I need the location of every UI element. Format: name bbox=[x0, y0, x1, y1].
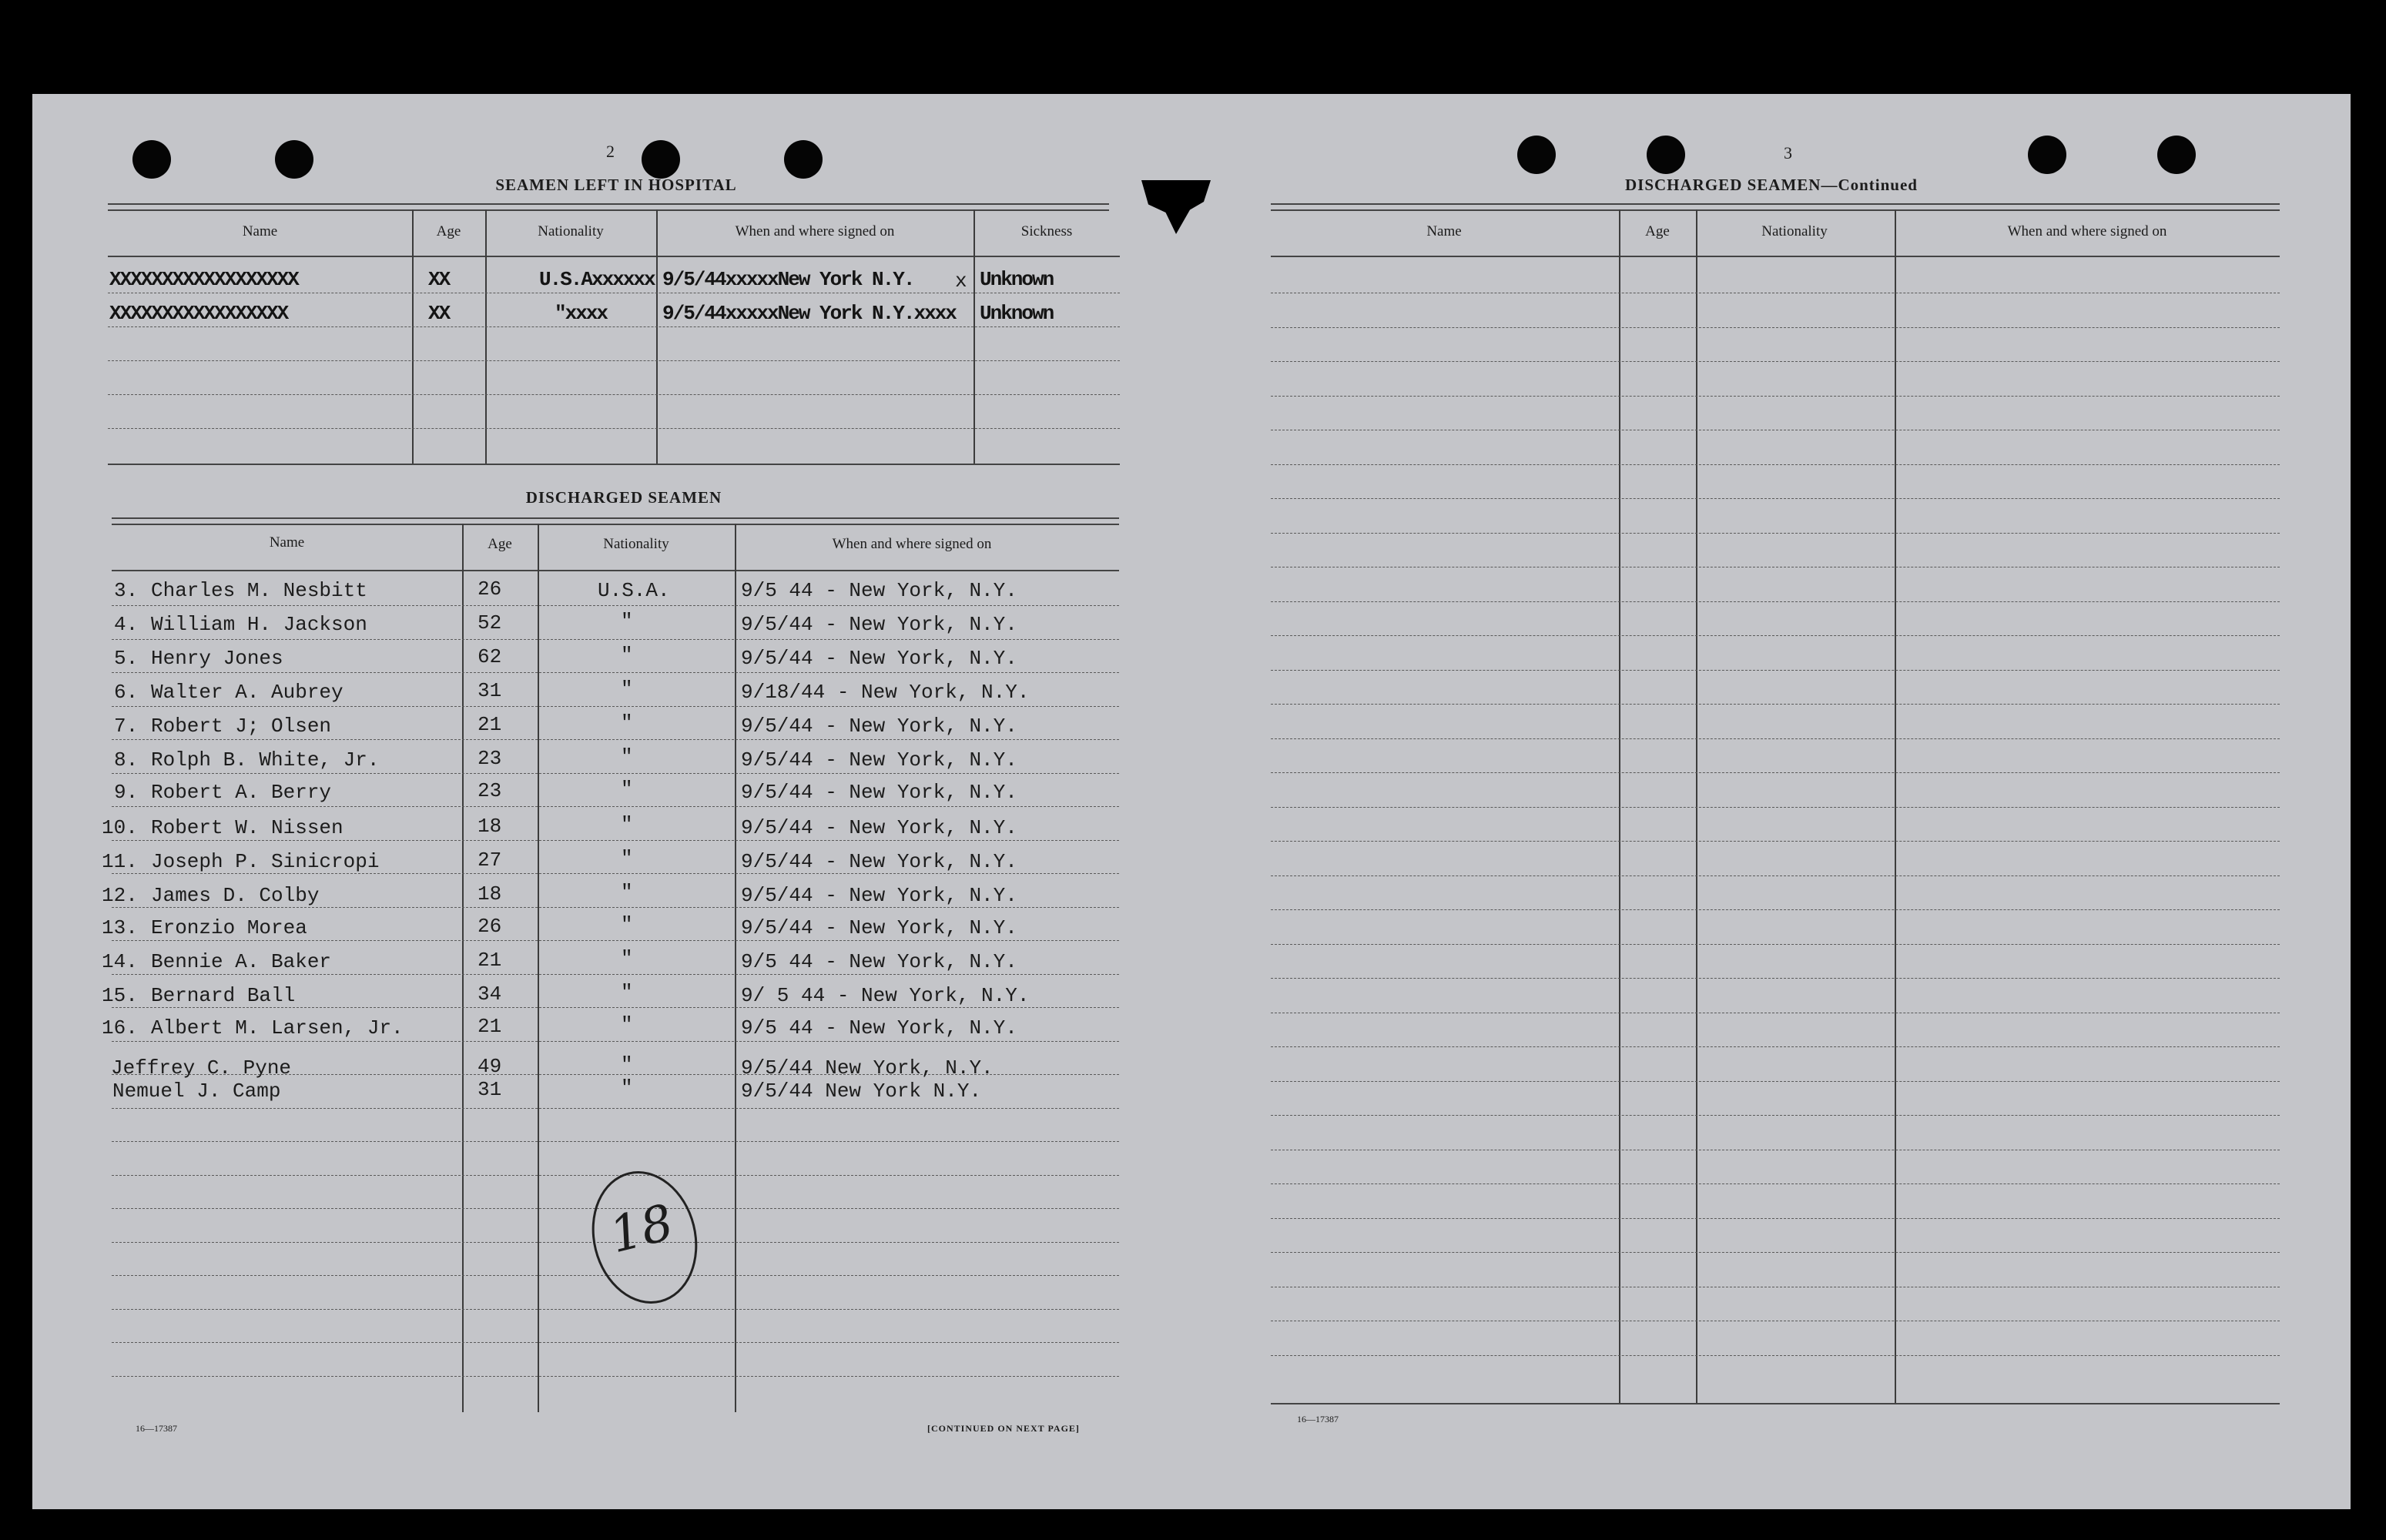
ruled-line bbox=[112, 1342, 1119, 1343]
seaman-name: Joseph P. Sinicropi bbox=[151, 850, 380, 873]
seaman-age: 27 bbox=[478, 849, 502, 872]
seaman-name: Bennie A. Baker bbox=[151, 950, 332, 973]
ruled-line bbox=[112, 639, 1119, 640]
ledger-sheet bbox=[32, 94, 2351, 1509]
seaman-age: 34 bbox=[478, 983, 502, 1006]
seaman-age: 21 bbox=[478, 713, 502, 736]
right-col-nationality: Nationality bbox=[1761, 223, 1828, 239]
seaman-name: Nemuel J. Camp bbox=[112, 1080, 281, 1103]
hospital-row-age: XX bbox=[428, 302, 450, 325]
seaman-nationality: " bbox=[621, 947, 633, 970]
row-number: 8. bbox=[114, 748, 139, 772]
punch-hole bbox=[132, 140, 171, 179]
ruled-line bbox=[112, 672, 1119, 673]
torn-edge bbox=[1141, 180, 1211, 234]
seaman-name: Robert J; Olsen bbox=[151, 715, 332, 738]
right-col-signed: When and where signed on bbox=[2007, 223, 2167, 239]
seaman-nationality: U.S.A. bbox=[598, 579, 670, 602]
seaman-age: 21 bbox=[478, 1015, 502, 1038]
ruled-line bbox=[112, 806, 1119, 807]
row-number: 3. bbox=[114, 579, 139, 602]
ruled-line bbox=[1271, 807, 2280, 808]
seaman-name: Henry Jones bbox=[151, 647, 283, 670]
ruled-line bbox=[1271, 327, 2280, 328]
seaman-age: 21 bbox=[478, 949, 502, 972]
seaman-age: 62 bbox=[478, 645, 502, 668]
hospital-row-sickness: Unknown bbox=[980, 302, 1054, 325]
ruled-line bbox=[112, 605, 1119, 606]
seaman-age: 26 bbox=[478, 915, 502, 938]
ruled-line bbox=[112, 1141, 1119, 1142]
ruled-line bbox=[112, 773, 1119, 774]
seaman-nationality: " bbox=[621, 1013, 633, 1036]
ruled-line bbox=[112, 1376, 1119, 1377]
hospital-col-name: Name bbox=[242, 223, 278, 239]
right-section-title: DISCHARGED SEAMEN—Continued bbox=[1625, 176, 1918, 194]
continued-note: [CONTINUED ON NEXT PAGE] bbox=[927, 1423, 1080, 1434]
ruled-line bbox=[1271, 772, 2280, 773]
punch-hole bbox=[642, 140, 680, 179]
ruled-line bbox=[112, 1175, 1119, 1176]
row-number: 15. bbox=[102, 984, 138, 1007]
punch-hole bbox=[1517, 136, 1556, 174]
ruled-line bbox=[1271, 464, 2280, 465]
hospital-col-nationality: Nationality bbox=[538, 223, 604, 239]
ruled-line bbox=[1271, 944, 2280, 945]
circled-number-text: 18 bbox=[604, 1194, 679, 1265]
seaman-signed-on: 9/5/44 - New York, N.Y. bbox=[741, 850, 1017, 873]
seaman-signed-on: 9/5/44 New York, N.Y. bbox=[741, 1056, 994, 1080]
row-number: 16. bbox=[102, 1016, 138, 1040]
row-number: 6. bbox=[114, 681, 139, 704]
punch-hole bbox=[784, 140, 823, 179]
seaman-name: James D. Colby bbox=[151, 884, 320, 907]
seaman-name: Robert W. Nissen bbox=[151, 816, 343, 839]
punch-hole bbox=[1647, 136, 1685, 174]
seaman-nationality: " bbox=[621, 610, 633, 633]
ruled-line bbox=[112, 840, 1119, 841]
seaman-name: Robert A. Berry bbox=[151, 781, 332, 804]
seaman-nationality: " bbox=[621, 778, 633, 801]
punch-hole bbox=[2157, 136, 2196, 174]
seaman-age: 31 bbox=[478, 1078, 502, 1101]
row-number: 12. bbox=[102, 884, 138, 907]
seaman-name: William H. Jackson bbox=[151, 613, 367, 636]
hospital-section-title: SEAMEN LEFT IN HOSPITAL bbox=[495, 176, 737, 194]
ruled-line bbox=[1271, 498, 2280, 499]
hospital-row-sickness: Unknown bbox=[980, 268, 1054, 291]
seaman-name: Rolph B. White, Jr. bbox=[151, 748, 380, 772]
right-col-age: Age bbox=[1645, 223, 1670, 239]
row-number: 4. bbox=[114, 613, 139, 636]
ruled-line bbox=[1271, 601, 2280, 602]
ruled-line bbox=[1271, 396, 2280, 397]
seaman-signed-on: 9/18/44 - New York, N.Y. bbox=[741, 681, 1030, 704]
hospital-col-sickness: Sickness bbox=[1020, 223, 1073, 239]
seaman-signed-on: 9/ 5 44 - New York, N.Y. bbox=[741, 984, 1030, 1007]
hospital-row-nationality: "xxxx bbox=[555, 302, 608, 325]
row-number: 10. bbox=[102, 816, 138, 839]
ruled-line bbox=[1271, 875, 2280, 876]
hospital-row-name: XXXXXXXXXXXXXXXXXX bbox=[109, 268, 298, 291]
seaman-age: 18 bbox=[478, 882, 502, 906]
seaman-name: Albert M. Larsen, Jr. bbox=[151, 1016, 404, 1040]
row-number: 7. bbox=[114, 715, 139, 738]
ruled-line bbox=[112, 706, 1119, 707]
row-number: 9. bbox=[114, 781, 139, 804]
seaman-signed-on: 9/5/44 - New York, N.Y. bbox=[741, 748, 1017, 772]
ruled-line bbox=[112, 1309, 1119, 1310]
ruled-line bbox=[1271, 533, 2280, 534]
discharged-section-title: DISCHARGED SEAMEN bbox=[525, 488, 722, 507]
punch-hole bbox=[2028, 136, 2066, 174]
seaman-nationality: " bbox=[621, 1053, 633, 1076]
ruled-line bbox=[1271, 361, 2280, 362]
hospital-row-nationality: U.S.Axxxxxx bbox=[539, 268, 655, 291]
seaman-name: Eronzio Morea bbox=[151, 916, 307, 939]
discharged-col-nationality: Nationality bbox=[603, 536, 669, 552]
seaman-name: Walter A. Aubrey bbox=[151, 681, 343, 704]
seaman-signed-on: 9/5 44 - New York, N.Y. bbox=[741, 1016, 1017, 1040]
right-col-name: Name bbox=[1426, 223, 1462, 239]
ruled-line bbox=[112, 739, 1119, 740]
punch-hole bbox=[275, 140, 313, 179]
ruled-line bbox=[1271, 1115, 2280, 1116]
left-page-number: 2 bbox=[606, 142, 615, 161]
ruled-line bbox=[1271, 1355, 2280, 1356]
seaman-signed-on: 9/5 44 - New York, N.Y. bbox=[741, 950, 1017, 973]
hospital-col-signed: When and where signed on bbox=[735, 223, 895, 239]
seaman-nationality: " bbox=[621, 813, 633, 836]
ruled-line bbox=[1271, 738, 2280, 739]
seaman-nationality: " bbox=[621, 678, 633, 701]
discharged-col-age: Age bbox=[488, 536, 512, 552]
ruled-line bbox=[1271, 704, 2280, 705]
seaman-name: Jeffrey C. Pyne bbox=[111, 1056, 292, 1080]
seaman-signed-on: 9/5/44 - New York, N.Y. bbox=[741, 884, 1017, 907]
ruled-line bbox=[1271, 1218, 2280, 1219]
seaman-signed-on: 9/5 44 - New York, N.Y. bbox=[741, 579, 1017, 602]
discharged-col-signed: When and where signed on bbox=[832, 536, 992, 552]
seaman-signed-on: 9/5/44 New York N.Y. bbox=[741, 1080, 982, 1103]
ruled-line bbox=[1271, 1081, 2280, 1082]
seaman-signed-on: 9/5/44 - New York, N.Y. bbox=[741, 715, 1017, 738]
seaman-nationality: " bbox=[621, 981, 633, 1004]
ruled-line bbox=[1271, 1183, 2280, 1184]
seaman-age: 26 bbox=[478, 578, 502, 601]
seaman-name: Charles M. Nesbitt bbox=[151, 579, 367, 602]
ruled-line bbox=[112, 974, 1119, 975]
seaman-age: 52 bbox=[478, 611, 502, 634]
ruled-line bbox=[1271, 909, 2280, 910]
seaman-signed-on: 9/5/44 - New York, N.Y. bbox=[741, 647, 1017, 670]
seaman-name: Bernard Ball bbox=[151, 984, 296, 1007]
row-number: 5. bbox=[114, 647, 139, 670]
ruled-line bbox=[1271, 635, 2280, 636]
row-number: 11. bbox=[102, 850, 138, 873]
ruled-line bbox=[112, 873, 1119, 874]
ruled-line bbox=[1271, 978, 2280, 979]
hospital-row-signed: 9/5/44xxxxxNew York N.Y. bbox=[662, 268, 914, 291]
ruled-line bbox=[1271, 841, 2280, 842]
seaman-age: 49 bbox=[478, 1055, 502, 1078]
ruled-line bbox=[1271, 670, 2280, 671]
seaman-signed-on: 9/5/44 - New York, N.Y. bbox=[741, 613, 1017, 636]
left-form-number: 16—17387 bbox=[136, 1423, 177, 1434]
ruled-line bbox=[112, 1007, 1119, 1008]
seaman-age: 31 bbox=[478, 679, 502, 702]
seaman-nationality: " bbox=[621, 881, 633, 904]
seaman-age: 23 bbox=[478, 779, 502, 802]
hospital-row-age: XX bbox=[428, 268, 450, 291]
ruled-line bbox=[1271, 1252, 2280, 1253]
right-page-number: 3 bbox=[1784, 143, 1792, 162]
ruled-line bbox=[112, 1108, 1119, 1109]
right-form-number: 16—17387 bbox=[1297, 1414, 1339, 1424]
discharged-col-name: Name bbox=[269, 534, 305, 551]
ruled-line bbox=[112, 1041, 1119, 1042]
seaman-signed-on: 9/5/44 - New York, N.Y. bbox=[741, 916, 1017, 939]
row-number: 14. bbox=[102, 950, 138, 973]
hospital-row-signed: 9/5/44xxxxxNew York N.Y.xxxx bbox=[662, 302, 956, 325]
seaman-signed-on: 9/5/44 - New York, N.Y. bbox=[741, 816, 1017, 839]
seaman-nationality: " bbox=[621, 1076, 633, 1100]
hospital-col-age: Age bbox=[436, 223, 461, 239]
seaman-age: 18 bbox=[478, 815, 502, 838]
ruled-line bbox=[112, 940, 1119, 941]
seaman-nationality: " bbox=[621, 711, 633, 735]
hospital-row-name: XXXXXXXXXXXXXXXXX bbox=[109, 302, 288, 325]
ruled-line bbox=[1271, 1046, 2280, 1047]
seaman-nationality: " bbox=[621, 745, 633, 768]
seaman-age: 23 bbox=[478, 747, 502, 770]
hospital-row-mark: x bbox=[955, 270, 967, 293]
row-number: 13. bbox=[102, 916, 138, 939]
seaman-signed-on: 9/5/44 - New York, N.Y. bbox=[741, 781, 1017, 804]
seaman-nationality: " bbox=[621, 644, 633, 667]
seaman-nationality: " bbox=[621, 847, 633, 870]
seaman-nationality: " bbox=[621, 913, 633, 936]
